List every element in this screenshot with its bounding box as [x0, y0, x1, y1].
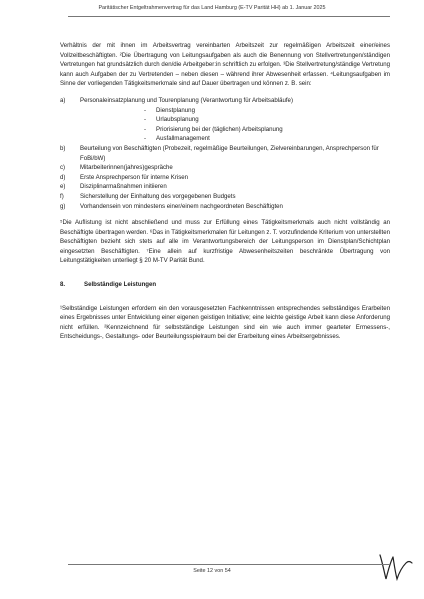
paragraph-notes: ⁵Die Auflistung ist nicht abschließend und muss zur Erfüllung eines Tätigkeitsmerkmals auch nicht vollständig an Beschäftigte übertragen werden. ⁶Das in Tätigkeitsmerkmalen für Leitungen z. T. vorzufindende Kriterium von unterstellten Beschäftigten bezieht sich stets auf alle im Verantwortungsbereich der Leitungsperson im Dienstplan/Schichtplan eingesetzten Beschäftigten. ⁷Eine allein auf kurzfristige Abwesenheitszeiten beschränkte Übertragung von Leitungstätigkeiten unterliegt § 20 M-TV Parität Bund.: [60, 219, 390, 265]
list-item-c: [60, 163, 390, 173]
list-marker: b): [60, 144, 66, 152]
signature-mark: [376, 545, 416, 585]
sub-list-item: [144, 125, 390, 135]
page-number: Seite 12 von 54: [193, 568, 231, 574]
section-number: 8.: [60, 281, 66, 289]
sub-list-item-text: Dienstplanung: [156, 106, 195, 114]
paragraph-independent-work: ¹Selbständige Leistungen erfordern ein den vorausgesetzten Fachkenntnissen entsprechendes selbständiges Erarbeiten eines Ergebnisses unter Entwicklung einer eigenen geistigen Initiative; eine leichte geistige Arbeit kann diese Anforderung nicht erfüllen. ²Kennzeichnend für selbstständige Leistungen sind ein wie auch immer gearteter Ermessens-, Entscheidungs-, Gestaltungs- oder Beurteilungsspielraum bei der Erarbeitung eines Arbeitsergebnisses.: [60, 304, 390, 341]
dash-bullet: -: [144, 116, 147, 124]
paragraph-intro: Verhältnis der mit ihnen im Arbeitsvertrag vereinbarten Arbeitszeit zur regelmäßigen Arbeitszeit einer/eines Vollzeitbeschäftigten. ²Die Übertragung von Leitungsaufgaben als auch die Benennung von Stellvertretungen/ständigen Vertretungen hat grundsätzlich durch den/die Arbeitgeber:in schriftlich zu erfolgen. ³Die Stellvertretung/ständige Vertretung kann auch Aufgaben der zu Vertretenden – neben diesen – während ihrer Abwesenheit erfassen. ⁴Leitungsaufgaben im Sinne der vorliegenden Tätigkeitsmerkmale sind auf Dauer übertragen und können z. B. sein:: [60, 42, 390, 88]
list-item-d: [60, 173, 390, 183]
list-item-g: [60, 202, 390, 212]
list-item-a: [60, 96, 390, 144]
list-item-text: Disziplinarmaßnahmen initiieren: [80, 183, 167, 191]
sub-list-item: [144, 115, 390, 125]
list-marker: a): [60, 96, 66, 104]
section-title: Selbständige Leistungen: [84, 281, 157, 289]
dash-bullet: -: [144, 106, 147, 114]
list-item-text: Sicherstellung der Einhaltung des vorgegebenen Budgets: [80, 192, 236, 200]
header-divider: [68, 16, 390, 17]
sub-list-item-text: Ausfallmanagement: [156, 135, 210, 143]
list-item-text: Erste Ansprechperson für interne Krisen: [80, 173, 189, 181]
list-item-text: Beurteilung von Beschäftigten (Probezeit, regelmäßige Beurteilungen, Zielvereinbarungen, Ansprechperson für FoBi/bW): [80, 144, 379, 162]
list-marker: f): [60, 192, 64, 200]
list-item-f: [60, 192, 390, 202]
sub-list: [80, 106, 390, 144]
footer-divider: [68, 564, 390, 565]
list-item-text: Vorhandensein von mindestens einer/einem nachgeordneten Beschäftigten: [80, 202, 283, 210]
list-marker: e): [60, 183, 66, 191]
section-heading: [60, 280, 390, 290]
task-list: [60, 96, 390, 211]
sub-list-item-text: Priorisierung bei der (täglichen) Arbeitsplanung: [156, 125, 283, 133]
list-marker: g): [60, 202, 66, 210]
list-item-e: [60, 182, 390, 192]
list-marker: d): [60, 173, 66, 181]
page-content: [60, 41, 390, 342]
sub-list-item: [144, 134, 390, 144]
dash-bullet: -: [144, 135, 147, 143]
dash-bullet: -: [144, 125, 147, 133]
page-header: Paritätischer Entgeltrahmenvertrag für das Land Hamburg (E-TV Parität HH) ab 1. Januar 2025: [98, 5, 326, 11]
list-item-text: Personaleinsatzplanung und Tourenplanung (Verantwortung für Arbeitsabläufe): [80, 96, 293, 104]
sub-list-item-text: Urlaubsplanung: [156, 116, 199, 124]
sub-list-item: [144, 106, 390, 116]
list-item-text: Mitarbeiterinnen(jahres)gespräche: [80, 164, 173, 172]
list-item-b: [60, 144, 390, 163]
list-marker: c): [60, 164, 66, 172]
